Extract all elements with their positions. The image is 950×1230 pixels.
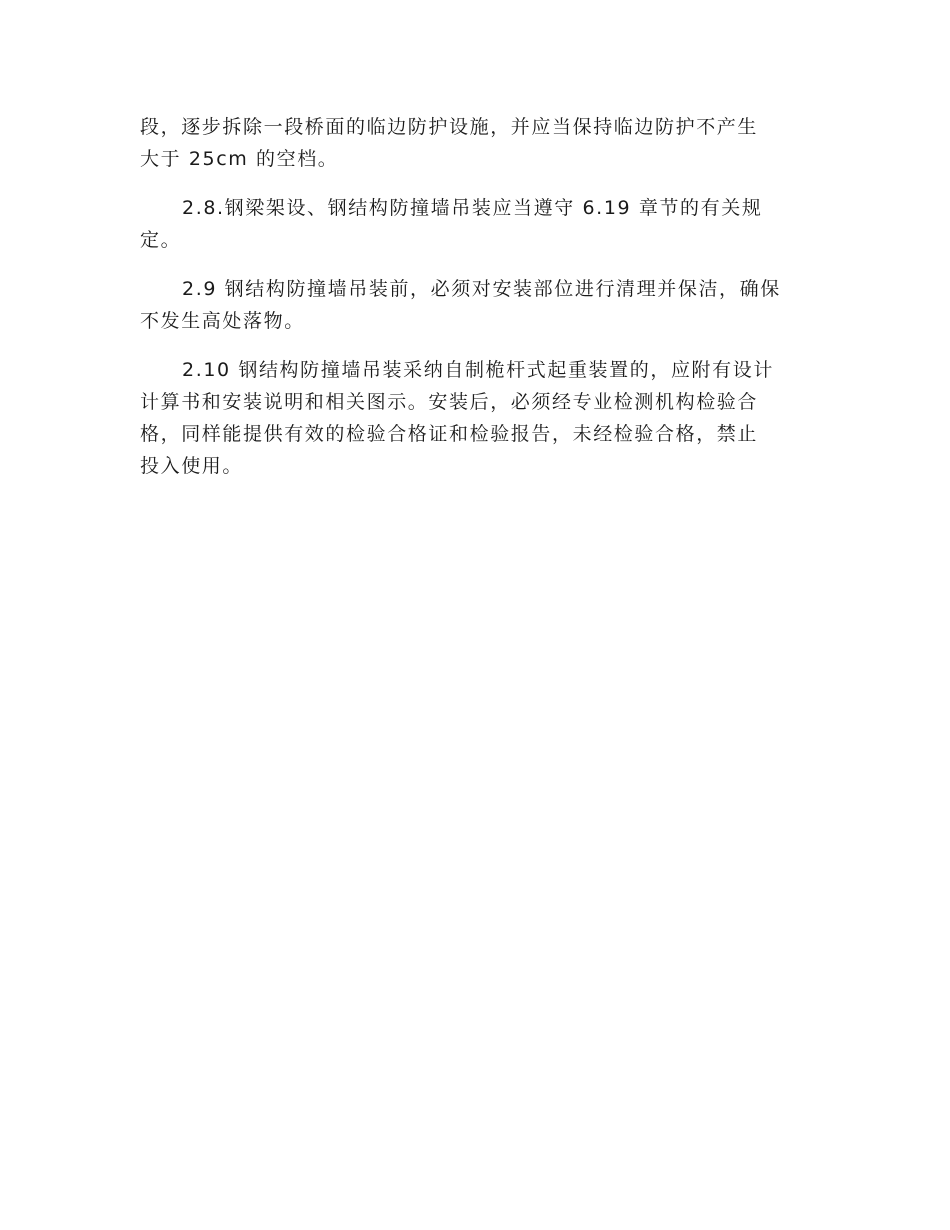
paragraph-line: 2.10 钢结构防撞墙吊装采纳自制桅杆式起重装置的，应附有设计 (182, 359, 774, 381)
paragraph-line: 定。 (140, 229, 182, 251)
paragraph-continuation (140, 111, 812, 175)
paragraph-line: 2.9 钢结构防撞墙吊装前，必须对安装部位进行清理并保洁，确保 (182, 278, 781, 300)
paragraph-line: 大于 25cm 的空档。 (140, 148, 339, 170)
paragraph-2-10 (140, 354, 812, 482)
paragraph-line: 2.8.钢梁架设、钢结构防撞墙吊装应当遵守 6.19 章节的有关规 (182, 197, 763, 219)
paragraph-line: 段，逐步拆除一段桥面的临边防护设施，并应当保持临边防护不产生 (140, 116, 759, 138)
paragraph-line: 投入使用。 (140, 455, 244, 477)
paragraph-line: 格，同样能提供有效的检验合格证和检验报告，未经检验合格，禁止 (140, 423, 759, 445)
paragraph-2-8 (140, 192, 812, 256)
document-body (140, 111, 812, 499)
paragraph-line: 不发生高处落物。 (140, 310, 305, 332)
paragraph-2-9 (140, 273, 812, 337)
paragraph-line: 计算书和安装说明和相关图示。安装后，必须经专业检测机构检验合 (140, 391, 759, 413)
